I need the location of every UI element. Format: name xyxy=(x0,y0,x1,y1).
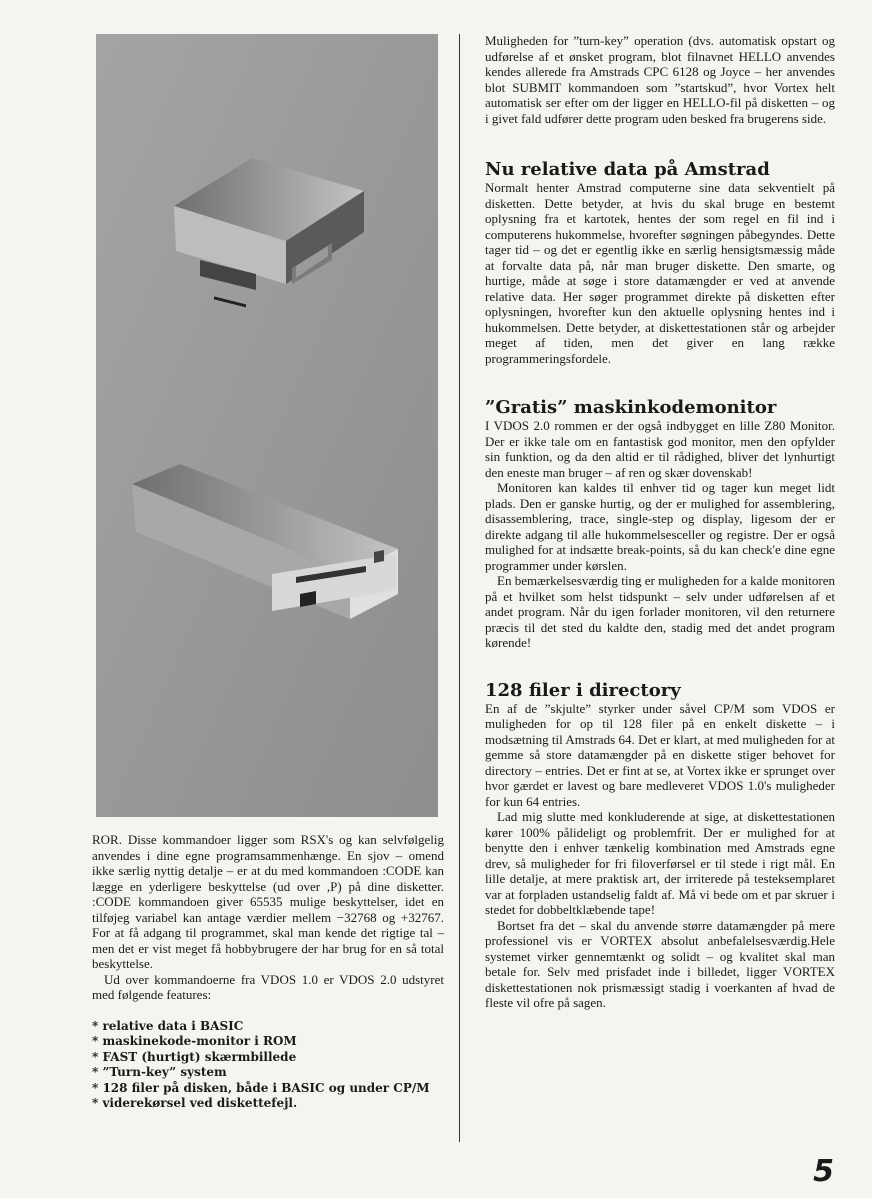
section-paragraph: Normalt henter Amstrad computerne sine data sekventielt på disketten. Dette betyder, at hvis du skal bruge en bestemt oplysning fra et kartotek, hentes der som regel en fil ind i computerens hukommelse, hvorefter søgningen påbegyndes. Dette tager tid – og det er egentlig ikke en særlig hensigtsmæssig måde at forvalte data på, når man bruger diskette. Den smarte, og hurtige, måde at søge i store datamængder er ved at anvende relative data. Her søger programmet direkte på disketten efter oplysningen, hvorefter kun den aktuelle oplysning hentes ind i hukommelsen. Dette betyder, at diskettestationen står og arbejder meget af tiden, men det giver en lang række programmeringsfordele. xyxy=(485,180,835,366)
right-column xyxy=(485,33,835,1011)
section-paragraph: I VDOS 2.0 rommen er der også indbygget en lille Z80 Monitor. Der er ikke tale om en fantastisk god monitor, men den opfylder sin funktion, og da den altid er til rådighed, bliver det lynhurtigt den eneste man bruger – af ren og skær dovenskab! xyxy=(485,418,835,480)
feature-item: * viderekørsel ved diskettefejl. xyxy=(92,1096,298,1110)
disk-drive-illustration xyxy=(96,34,438,817)
feature-item: * relative data i BASIC xyxy=(92,1018,244,1033)
feature-item: * 128 filer på disken, både i BASIC og under CP/M xyxy=(92,1080,430,1095)
section-paragraph: Bortset fra det – skal du anvende større datamængder på mere professionel vis er VORTEX absolut anbefalelsesværdig.Hele systemet virker gennemtænkt og solidt – og kvalitet skal man betale for. Selv med prisfadet inde i billedet, ligger VORTEX diskettestationen nok prismæssigt stadig i voerkanten af hvad de fleste vil ofre på sagen. xyxy=(485,917,835,1010)
section-paragraph: En af de ”skjulte” styrker under såvel CP/M som VDOS er muligheden for op til 128 filer på en enkelt diskette – i modsætning til Amstrads 64. Det er klart, at med muligheden for at gemme så store datamængder på en diskette stiger behovet for directory – entries. Det er fint at se, at Vortex ikke er sprunget over hvor gærdet er lavest og bare medleveret VDOS 1.0's muligheder for kun 64 entries. xyxy=(485,700,835,809)
column-divider xyxy=(459,34,460,1142)
page-number: 5 xyxy=(813,1154,834,1189)
section-paragraph: Monitoren kan kaldes til enhver tid og tager kun meget lidt plads. Den er ganske hurtig, og der er mulighed for assemblering, disassemblering, trace, single-step og display, ligesom der er direkte adgang til alle hukommelsesceller og registre. Der er også mulighed for at indsætte break-points, så du kan check'e dine egne programmer under kørslen. xyxy=(485,480,835,573)
section-paragraph: Lad mig slutte med konkluderende at sige, at diskettestationen kører 100% pålideligt og problemfrit. Der er mulighed for at benytte den i enhver tænkelig kombination med Amstrads egne drev, så muligheder for fri filoverførsel er til stede i rigt mål. En lille detalje, at mere praktisk art, der irriterede på testeksemplaret var at forpladen ustandselig faldt af. Må vi bede om et par skruer i stedet for dobbeltklæbende tape! xyxy=(485,809,835,917)
feature-item: * maskinekode-monitor i ROM xyxy=(92,1034,297,1048)
disk-drive-photo xyxy=(96,34,438,817)
section-paragraph: En bemærkelsesværdig ting er muligheden for a kalde monitoren på et hvilket som helst tidspunkt – selv under udførelsen af et andet program. Når du igen forlader monitoren, vil den returnere præcis til det sted du kaldte den, stadig med det andet program kørende! xyxy=(485,573,835,650)
intro-paragraph: Muligheden for ”turn-key” operation (dvs. automatisk opstart og udførelse af et ønsket program, blot filnavnet HELLO anvendes kendes allerede fra Amstrads CPC 6128 og Joyce – her anvendes blot SUBMIT kommandoen som ”startskud”, hvor Vortex helt automatisk ser efter om der ligger en HELLO-fil på disketten – og i givet fald udfører dette program uden besked fra brugerens side. xyxy=(485,33,835,126)
left-paragraph-2: Ud over kommandoerne fra VDOS 1.0 er VDOS 2.0 udstyret med følgende features: xyxy=(92,971,444,1002)
feature-item: * FAST (hurtigt) skærmbillede xyxy=(92,1049,297,1064)
section-heading-relative-data: Nu relative data på Amstrad xyxy=(485,159,770,180)
feature-item: * ”Turn-key” system xyxy=(92,1065,227,1079)
left-paragraph-1: ROR. Disse kommandoer ligger som RSX's og kan selvfølgelig anvendes i dine egne programsammenhænge. En sjov – omend ikke særlig nyttig detalje – er at du med kommandoen :CODE kan lægge en yderligere beskyttelse (ud over ,P) på dine disketter. :CODE kommandoen giver 65535 mulige beskyttelser, idet en tilføjeg variabel kan antage værdier mellem −32768 og +32767. For at få adgang til programmet, skal man kende det rigtige tal – men det er vist meget få hobbybrugere der har brug for en så total beskyttelse. xyxy=(92,832,444,971)
feature-list xyxy=(92,1019,444,1112)
section-heading-monitor: ”Gratis” maskinkodemonitor xyxy=(485,397,777,418)
left-column xyxy=(92,832,444,1112)
section-heading-directory: 128 filer i directory xyxy=(485,679,681,701)
